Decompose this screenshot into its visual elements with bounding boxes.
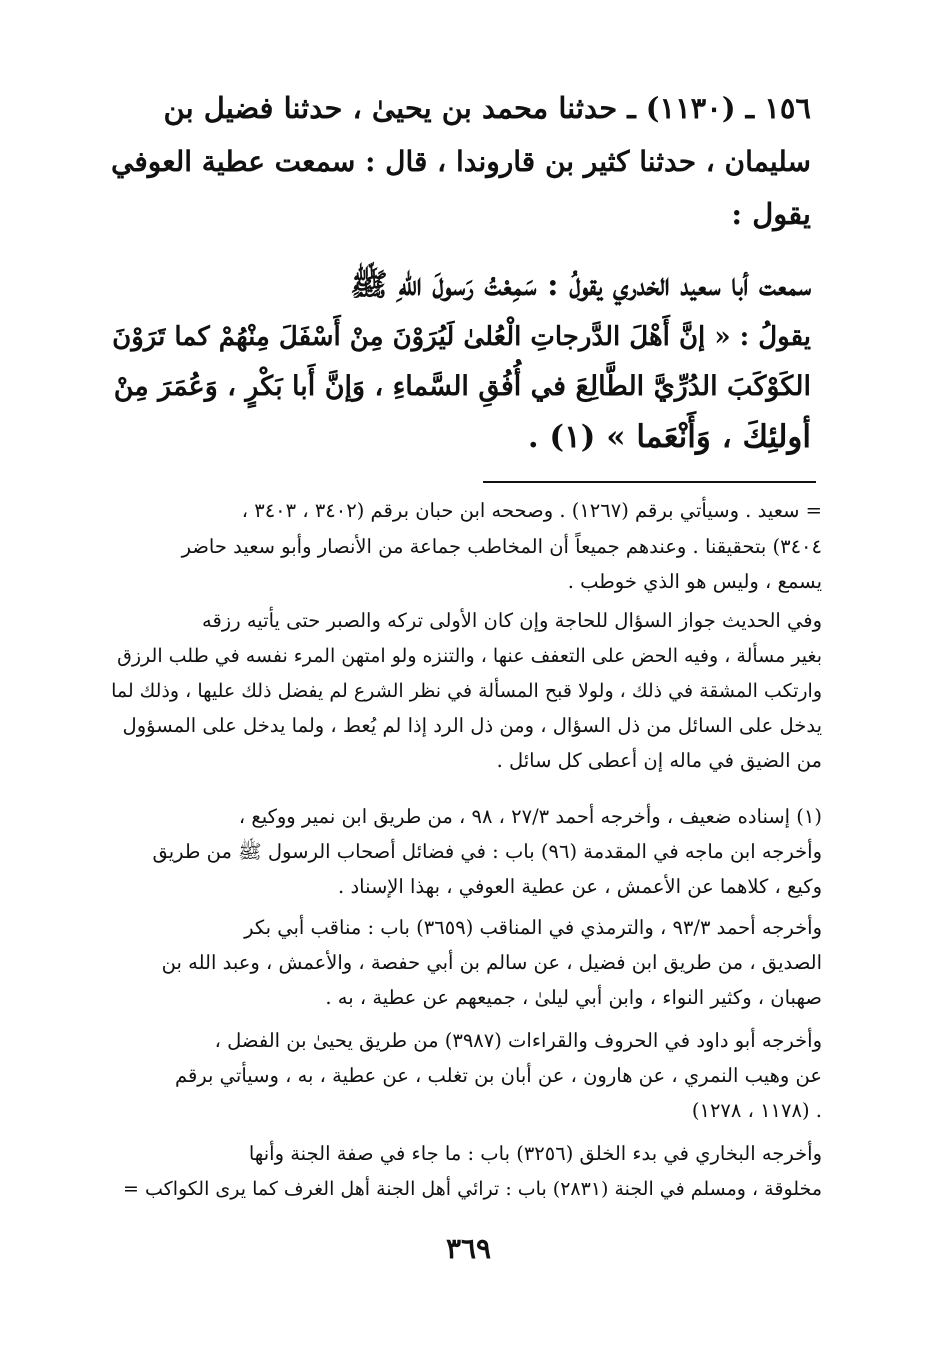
footnote-line: عن وهيب النمري ، عن هارون ، عن أبان بن تغلب ، عن عطية ، به ، وسيأتي برقم	[174, 1064, 822, 1087]
footnote-line: وأخرجه أبو داود في الحروف والقراءات (٣٩٨٧) من طريق يحيىٰ بن الفضل ،	[214, 1029, 822, 1052]
footnote-line: (١) إسناده ضعيف ، وأخرجه أحمد ٢٧/٣ ، ٩٨ ، من طريق ابن نمير ووكيع ،	[238, 805, 822, 828]
footnote-separator	[483, 481, 816, 483]
footnote-line: صهبان ، وكثير النواء ، وابن أبي ليلىٰ ، جميعهم عن عطية ، به .	[325, 986, 822, 1009]
footnote-line: وفي الحديث جواز السؤال للحاجة وإن كان الأولى تركه والصبر حتى يأتيه رزقه	[202, 609, 822, 632]
footnote-line: من الضيق في ماله إن أعطى كل سائل .	[496, 749, 822, 772]
isnad-line-3: يقول :	[731, 197, 811, 231]
page-number: ٣٦٩	[445, 1232, 492, 1265]
hadith-line-2: يقولُ : « إنَّ أَهْلَ الدَّرجاتِ الْعُلىٰ لَيُرَوْنَ مِنْ أَسْفَلَ مِنْهُمْ كما تَرَوْنَ	[112, 322, 811, 352]
footnote-line: وارتكب المشقة في ذلك ، ولولا قبح المسألة في نظر الشرع لم يفضل ذلك عليها ، وذلك لما	[111, 680, 822, 702]
footnote-line: بغير مسألة ، وفيه الحض على التعفف عنها ، والتنزه ولو امتهن المرء نفسه في طلب الرزق	[117, 645, 822, 667]
footnote-line: وأخرجه أحمد ٩٣/٣ ، والترمذي في المناقب (٣٦٥٩) باب : مناقب أبي بكر	[244, 916, 822, 939]
footnote-line: يدخل على السائل من ذل السؤال ، ومن ذل الرد إذا لم يُعط ، ولما يدخل على المسؤول	[122, 714, 822, 737]
isnad-line-2: سليمان ، حدثنا كثير بن قاروندا ، قال : سمعت عطية العوفي	[111, 145, 811, 178]
footnote-line: وأخرجه ابن ماجه في المقدمة (٩٦) باب : في فضائل أصحاب الرسول ﷺ من طريق	[152, 840, 822, 863]
footnote-line: مخلوقة ، ومسلم في الجنة (٢٨٣١) باب : ترائي أهل الجنة أهل الغرف كما يرى الكواكب =	[123, 1178, 822, 1200]
hadith-line-4: أولئِكَ ، وَأَنْعَما » (١) .	[527, 419, 811, 455]
footnote-line: ٣٤٠٤) بتحقيقنا . وعندهم جميعاً أن المخاطب جماعة من الأنصار وأبو سعيد حاضر	[181, 535, 822, 558]
hadith-line-3: الكَوْكَبَ الدُرِّيَّ الطَّالِعَ في أُفُقِ السَّماءِ ، وَإنَّ أَبا بَكْرٍ ، وَعُمَرَ مِنْ	[113, 371, 811, 402]
footnote-line: وأخرجه البخاري في بدء الخلق (٣٢٥٦) باب : ما جاء في صفة الجنة وأنها	[248, 1142, 822, 1165]
footnote-line: وكيع ، كلاهما عن الأعمش ، عن عطية العوفي ، بهذا الإسناد .	[338, 875, 822, 898]
isnad-line-1: ١٥٦ ـ (١١٣٠) ـ حدثنا محمد بن يحيىٰ ، حدثنا فضيل بن	[163, 91, 811, 125]
footnote-line: = سعيد . وسيأتي برقم (١٢٦٧) . وصححه ابن حبان برقم (٣٤٠٢ ، ٣٤٠٣ ،	[241, 499, 822, 522]
hadith-line-1: سمعت أبا سعيد الخدري يقولُ : سَمِعْتُ رَسولَ اللّٰهِ ﷺ	[350, 267, 811, 303]
footnote-line: يسمع ، وليس هو الذي خوطب .	[567, 570, 822, 593]
footnote-line: الصديق ، من طريق ابن فضيل ، عن سالم بن أبي حفصة ، والأعمش ، وعبد الله بن	[161, 951, 822, 974]
footnote-line: (١١٧٨ ، ١٢٧٨) .	[691, 1099, 822, 1122]
